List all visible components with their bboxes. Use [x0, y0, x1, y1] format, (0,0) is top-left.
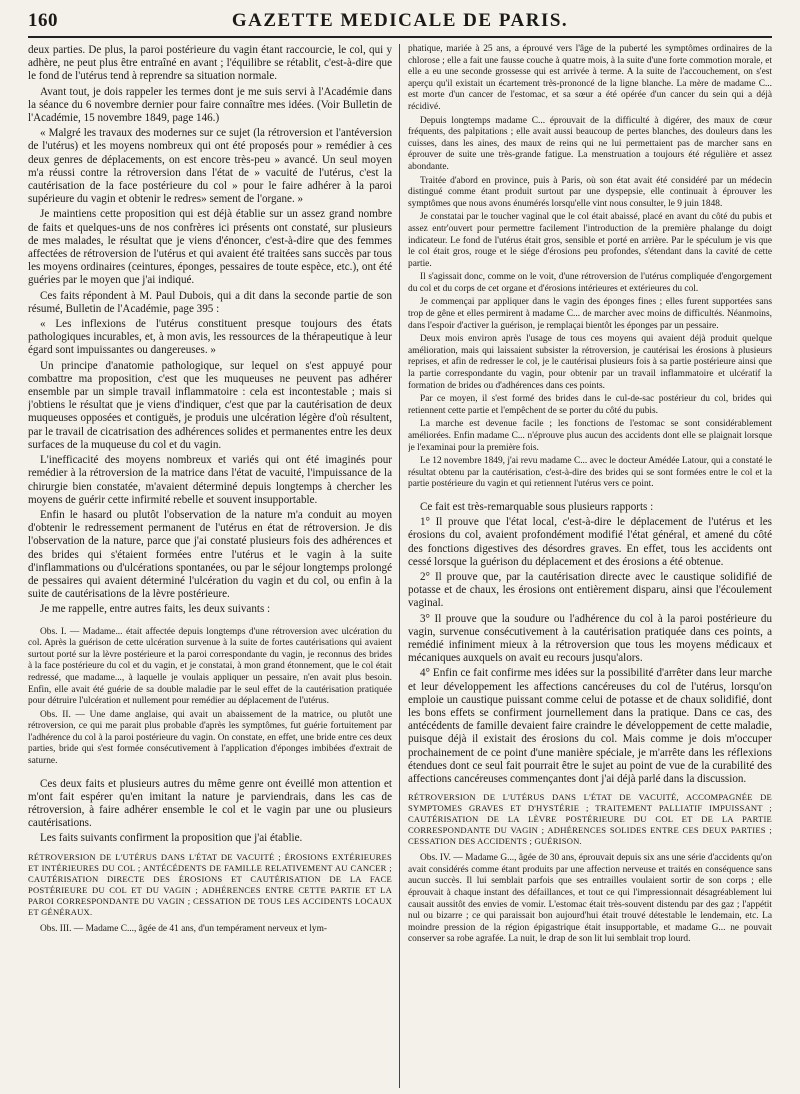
observation: Obs. IV. — Madame G..., âgée de 30 ans, éprouvait depuis six ans une série d'accidents qu'on avait considérés comme étant produits par une affection nerveuse et traités en conséquence sans aucun succès. Il lui semblait parfois que ses entrailles voulaient sortir de son corps ; elle éprouvait à chaque instant des défaillances, et tout ce qui l'impressionnait désagréablement lui causait aussitôt des envies de vomir. L'estomac était très-souvent distendu par des gaz ; l'appétit nul ou bizarre ; ce qui paraissait bon aujourd'hui était trouvé détestable le lendemain, etc. La moindre pression de la région épigastrique était insupportable, et madame G... ne pouvait conserver sa robe agrafée. La nuit, le drap de son lit lui semblait trop lourd.: [408, 853, 772, 945]
paragraph: Avant tout, je dois rappeler les termes dont je me suis servi à l'Académie dans la séance du 6 novembre dernier pour faire connaître mes idées. (Voir Bulletin de l'Académie, 15 novembre 1849, page 146.): [28, 85, 392, 125]
paragraph: Je commençai par appliquer dans le vagin des éponges fines ; elles furent supportées sans trop de gêne et elles permirent à madame C... de marcher avec moins de difficultés. Néanmoins, dans l'espoir d'activer la guérison, je remplaçai bientôt les éponges par un pessaire.: [408, 297, 772, 331]
paragraph: 2° Il prouve que, par la cautérisation directe avec le caustique solidifié de potasse et de chaux, les érosions ont entièrement disparu, ainsi que l'écoulement vaginal.: [408, 570, 772, 610]
paragraph: Enfin le hasard ou plutôt l'observation de la nature m'a conduit au moyen d'obtenir le redressement permanent de l'utérus en état de rétroversion. Je dis l'observation de la nature, parce que j'ai constaté plusieurs fois des adhérences et des brides qui s'étaient formées entre l'utérus et le vagin à la suite d'inflammations ou d'ulcérations spontanées, ou par le séjour longtemps prolongé de pessaires qui avaient déterminé l'ulcération du vagin et du col, ou enfin à la suite de cautérisations de la lèvre postérieure.: [28, 508, 392, 601]
paragraph: Ces faits répondent à M. Paul Dubois, qui a dit dans la seconde partie de son résumé, Bulletin de l'Académie, page 395 :: [28, 289, 392, 315]
section-heading: RÉTROVERSION DE L'UTÉRUS DANS L'ÉTAT DE VACUITÉ, ACCOMPAGNÉE DE SYMPTOMES GRAVES ET D'HYSTÉRIE ; TRAITEMENT PALLIATIF IMPUISSANT ; CAUTÉRISATION DE LA LÈVRE POSTÉRIEURE DU COL ET DE LA PARTIE CORRESPONDANTE DU VAGIN ; ADHÉRENCES SOLIDES ENTRE CES DEUX PARTIES ; CESSATION DES ACCIDENTS ; GUÉRISON.: [408, 792, 772, 847]
observation: Obs. III. — Madame C..., âgée de 41 ans, d'un tempérament nerveux et lym-: [40, 923, 328, 934]
section-heading: RÉTROVERSION DE L'UTÉRUS DANS L'ÉTAT DE VACUITÉ ; ÉROSIONS EXTÉRIEURES ET INTÉRIEURES DU COL ; ANTÉCÉDENTS DE FAMILLE RELATIVEMENT AU CANCER ; CAUTÉRISATION DIRECTE DES ÉROSIONS ET CAUTÉRISATION DE LA FACE POSTÉRIEURE DU COL ET DU VAGIN ; ADHÉRENCES ENTRE CETTE PARTIE ET LA PAROI CORRESPONDANTE DU VAGIN ; CESSATION DE TOUS LES ACCIDENTS LOCAUX ET GÉNÉRAUX.: [28, 851, 392, 917]
page-number: 160: [28, 10, 58, 31]
paragraph: Le 12 novembre 1849, j'ai revu madame C... avec le docteur Amédée Latour, qui a constaté le résultat obtenu par la cautérisation, c'est-à-dire des brides qui se sont formées entre le col et la partie postérieure du vagin et qui retiennent l'utérus vers ce point.: [408, 456, 772, 490]
left-column: [28, 44, 392, 1088]
paragraph: L'inefficacité des moyens nombreux et variés qui ont été imaginés pour remédier à la rétroversion de la matrice dans l'état de vacuité, l'impuissance de la chirurgie bien constatée, m'avaient déterminé depuis longtemps à chercher les moyens de guérir cette infirmité rebelle et souvent insupportable.: [28, 454, 392, 506]
right-column: [408, 44, 772, 1088]
paragraph: Ce fait est très-remarquable sous plusieurs rapports :: [420, 500, 654, 513]
paragraph: Il s'agissait donc, comme on le voit, d'une rétroversion de l'utérus compliquée d'engorgement du col et du corps de cet organe et d'érosions intérieures et extérieures du col.: [408, 272, 772, 294]
quotation: « Les inflexions de l'utérus constituent presque toujours des états pathologiques incurables, et, à mon avis, les ressources de la thérapeutique à leur égard sont impuissantes ou dangereuses. »: [28, 318, 392, 357]
header-rule: [28, 36, 772, 38]
paragraph: 4° Enfin ce fait confirme mes idées sur la possibilité d'arrêter dans leur marche et leur développement les affections cancéreuses du col de l'utérus, lorsqu'on emploie un caustique puissant comme celui de potasse et de chaux solidifié, dont les bons effets se confirment journellement dans la pratique. Dans ce cas, des antécédents de famille devaient faire craindre le développement de cette maladie, puisque déjà il existait des érosions du col. Mais comme je dois m'occuper prochainement de ce point d'une manière spéciale, je m'arrête dans les réflexions étendues dont ce seul fait pourrait être le sujet au point de vue de la curabilité des affections cancéreuses commençantes dont j'ai déjà parlé dans la discussion.: [408, 667, 772, 786]
paragraph: Par ce moyen, il s'est formé des brides dans le cul-de-sac postérieur du col, brides qui retiennent cette partie et l'empêchent de se porter du côté du pubis.: [408, 394, 772, 416]
paragraph: Un principe d'anatomie pathologique, sur lequel on s'est appuyé pour combattre ma proposition, c'est que les muqueuses ne peuvent pas adhérer ensemble par un simple travail inflammatoire : cela est incontestable ; mais si j'obtiens le résultat que je viens d'indiquer, c'est que par la cautérisation de deux muqueuses opposées et contiguës, je produis une ulcération légère d'où résultent, par le travail de cicatrisation des adhérences solides et permanentes entre les deux surfaces de la muqueuse du col et du vagin.: [28, 359, 392, 451]
paragraph: Ces deux faits et plusieurs autres du même genre ont éveillé mon attention et m'ont fait espérer qu'en imitant la nature je parviendrais, dans les cas de rétroversion, à faire adhérer ensemble le col et le vagin par une ou plusieurs cautérisations.: [28, 777, 392, 830]
paragraph: La marche est devenue facile ; les fonctions de l'estomac se sont considérablement améliorées. Enfin madame C... n'éprouve plus aucun des accidents dont elle se plaignait lorsque je l'examinai pour la première fois.: [408, 419, 772, 453]
paragraph: 3° Il prouve que la soudure ou l'adhérence du col à la paroi postérieure du vagin, survenue consécutivement à la cautérisation pratiquée dans ces points, a remédié infiniment mieux à la rétroversion que tous les moyens médicaux et mécaniques auxquels on avait eu recours jusqu'alors.: [408, 612, 772, 665]
paragraph: Traitée d'abord en province, puis à Paris, où son état avait été considéré par un médecin distingué comme étant produit surtout par une dyspepsie, elle continuait à éprouver les symptômes que nous avons énumérés lorsqu'elle vint nous consulter, le 9 juin 1848.: [408, 175, 772, 209]
page-header: [28, 10, 772, 36]
paragraph: Je me rappelle, entre autres faits, les deux suivants :: [40, 603, 271, 616]
observation: Obs. I. — Madame... était affectée depuis longtemps d'une rétroversion avec ulcération du col. Après la guérison de cette ulcération survenue à la suite de fortes cautérisations qui avaient surtout porté sur la lèvre postérieure et la paroi correspondante du vagin, je reconnus des brides à la face postérieure du col et du vagin, et je constatai, à mon grand étonnement, que le col était redressé, que madame..., à laquelle je voulais appliquer un pessaire, n'en avait plus besoin. Enfin, elle avait été guérie de sa double maladie par le seul effet de la cautérisation pratiquée pour détruire l'ulcération et nullement pour remédier au déplacement de l'utérus.: [28, 626, 392, 707]
paragraph: Depuis longtemps madame C... éprouvait de la difficulté à digérer, des maux de cœur fréquents, des palpitations ; elle avait aussi beaucoup de pertes blanches, des douleurs dans les cuisses, dans les aines, des maux de reins qui ne lui permettaient pas de marcher sans en éprouver de suite une très-grande fatigue. La menstruation a toujours été régulière et assez abondante.: [408, 115, 772, 172]
paragraph: 1° Il prouve que l'état local, c'est-à-dire le déplacement de l'utérus et les érosions du col, avaient profondément modifié l'état général, et amené du côté des fonctions digestives des désordres graves. En effet, tous les accidents ont cessé lorsque la guérison du déplacement et des érosions a été obtenue.: [408, 516, 772, 568]
paragraph: phatique, mariée à 25 ans, a éprouvé vers l'âge de la puberté les symptômes ordinaires de la chlorose ; elle a fait une fausse couche à quatre mois, à la suite d'une forte commotion morale, et elle a eu une seconde grossesse qui est arrivée à terme. A la suite de l'accouchement, on s'est aperçu qu'il existait un écartement très-prononcé de la ligne blanche. La mère de madame C... est morte d'un cancer de l'estomac, et sa sœur a été opérée d'un cancer du sein qui a déjà récidivé.: [408, 44, 772, 112]
journal-title: GAZETTE MEDICALE DE PARIS.: [231, 10, 569, 31]
quotation: « Malgré les travaux des modernes sur ce sujet (la rétroversion et l'antéversion de l'utérus) et les moyens nombreux qui ont été proposés pour » remédier à ces deux genres de déplacements, on est encore très-peu » avancé. Un seul moyen m'a réussi contre la rétroversion dans l'état de » vacuité de l'utérus, c'est la cautérisation de la face postérieure du col » pour le faire adhérer à la paroi supérieure du vagin et obtenir le redres» sement de l'organe. »: [28, 127, 392, 206]
paragraph: Je maintiens cette proposition qui est déjà établie sur un assez grand nombre de faits et quelques-uns de nos confrères ici présents ont constaté, sur plusieurs de mes malades, le résultat que je viens d'énoncer, c'est-à-dire que des femmes affectées de rétroversion de l'utérus et qui avaient été traitées sans succès par tous les moyens ordinaires (ceintures, éponges, pessaires de toute espèce, etc.), ont été guéries par le moyen que j'ai indiqué.: [28, 208, 392, 287]
paragraph: deux parties. De plus, la paroi postérieure du vagin étant raccourcie, le col, qui y adhère, ne peut plus être entraîné en avant ; l'équilibre se rétablit, c'est-à-dire que le fond de l'utérus tend à reprendre sa situation normale.: [28, 44, 392, 83]
observation: Obs. II. — Une dame anglaise, qui avait un abaissement de la matrice, ou plutôt une rétroversion, ce qui me parait plus probable d'après les symptômes, fut guérie fortuitement par l'adhérence du col à la paroi postérieure du vagin. On constate, en effet, une bride entre ces deux parties, bride qui s'est formée consécutivement à l'application d'éponges imbibées d'extrait de saturne.: [28, 709, 392, 767]
paragraph: Deux mois environ après l'usage de tous ces moyens qui avaient déjà produit quelque amélioration, mais qui laissaient subsister la rétroversion, je cautérisai les érosions à plusieurs reprises, et afin de redresser le col, je le cautérisai plusieurs fois à sa partie postérieure ainsi que la partie correspondante du vagin, pour obtenir par un travail inflammatoire et ulcératif la formation de brides ou d'adhérences dans ces points.: [408, 334, 772, 391]
paragraph: Les faits suivants confirment la proposition que j'ai établie.: [40, 832, 303, 845]
paragraph: Je constatai par le toucher vaginal que le col était abaissé, placé en avant du côté du pubis et assez entr'ouvert pour permettre facilement l'introduction de la première phalange du doigt indicateur. Le fond de l'utérus était gros, sensible et porté en arrière. Par le spéculum je vis que le col était gros, rouge et le siége d'érosions peu profondes, s'étendant dans la cavité de cette partie.: [408, 212, 772, 269]
column-divider: [399, 44, 400, 1088]
